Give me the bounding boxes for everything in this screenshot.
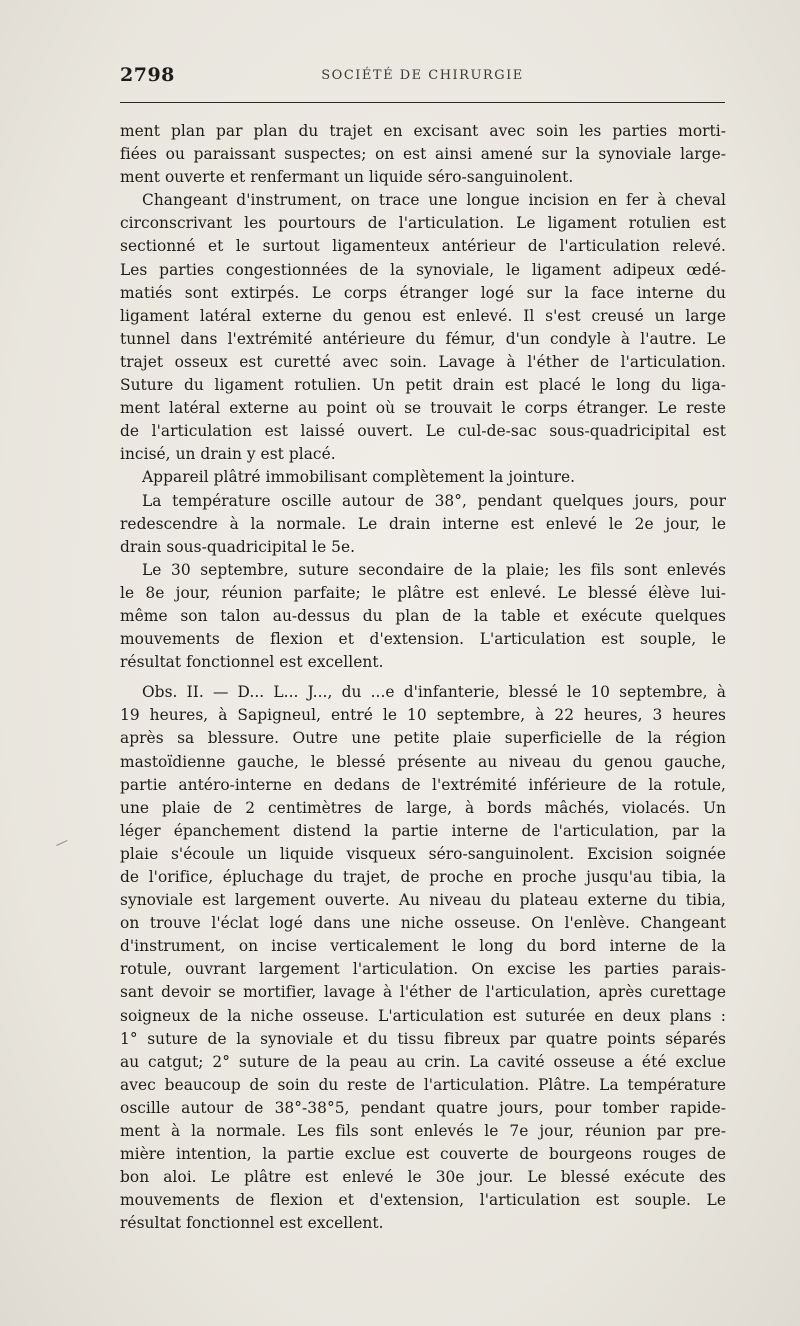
text-line: circonscrivant les pourtours de l'articulation. Le ligament rotulien est xyxy=(120,214,726,233)
page-header xyxy=(120,64,725,92)
text-line: de l'orifice, épluchage du trajet, de proche en proche jusqu'au tibia, la xyxy=(120,868,726,886)
text-line: incisé, un drain y est placé. xyxy=(120,445,336,464)
text-line: synoviale est largement ouverte. Au niveau du plateau externe du tibia, xyxy=(120,891,726,910)
body-text xyxy=(120,120,726,1236)
text-line: Le 30 septembre, suture secondaire de la plaie; les fils sont enlevés xyxy=(142,560,726,579)
text-line: résultat fonctionnel est excellent. xyxy=(120,1214,384,1233)
text-line: même son talon au-dessus du plan de la table et exécute quelques xyxy=(120,606,726,625)
text-line: Appareil plâtré immobilisant complètement la jointure. xyxy=(142,468,576,487)
text-line: 1° suture de la synoviale et du tissu fibreux par quatre points séparés xyxy=(120,1029,726,1048)
text-line: drain sous-quadricipital le 5e. xyxy=(120,537,356,556)
text-line: La température oscille autour de 38°, pendant quelques jours, pour xyxy=(142,491,726,510)
text-line: d'instrument, on incise verticalement le long du bord interne de la xyxy=(120,937,726,956)
text-line: le 8e jour, réunion parfaite; le plâtre est enlevé. Le blessé élève lui- xyxy=(120,583,726,602)
text-line: rotule, ouvrant largement l'articulation. On excise les parties parais- xyxy=(120,960,726,979)
header-rule xyxy=(120,102,725,103)
text-line: ment latéral externe au point où se trouvait le corps étranger. Le reste xyxy=(120,399,726,418)
text-line: redescendre à la normale. Le drain interne est enlevé le 2e jour, le xyxy=(120,514,726,533)
text-line: sectionné et le surtout ligamenteux antérieur de l'articulation relevé. xyxy=(120,237,726,256)
text-line: mouvements de flexion et d'extension, l'articulation est souple. Le xyxy=(120,1191,726,1210)
text-line: plaie s'écoule un liquide visqueux séro-sanguinolent. Excision soignée xyxy=(120,844,726,863)
text-line: mouvements de flexion et d'extension. L'articulation est souple, le xyxy=(120,630,726,649)
text-line: résultat fonctionnel est excellent. xyxy=(120,653,384,672)
paragraph-gap xyxy=(120,674,726,681)
text-line: ment ouverte et renfermant un liquide séro-sanguinolent. xyxy=(120,168,574,187)
text-line: léger épanchement distend la partie interne de l'articulation, par la xyxy=(120,821,726,840)
text-line: 19 heures, à Sapigneul, entré le 10 septembre, à 22 heures, 3 heures xyxy=(120,706,726,725)
margin-pencil-mark xyxy=(56,840,72,855)
text-line: fiées ou paraissant suspectes; on est ainsi amené sur la synoviale large- xyxy=(120,145,726,164)
text-line: matiés sont extirpés. Le corps étranger logé sur la face interne du xyxy=(120,283,726,302)
text-line: au catgut; 2° suture de la peau au crin. La cavité osseuse a été exclue xyxy=(120,1052,726,1071)
text-line: une plaie de 2 centimètres de large, à bords mâchés, violacés. Un xyxy=(120,798,726,817)
text-line: ligament latéral externe du genou est enlevé. Il s'est creusé un large xyxy=(120,306,726,325)
text-line: partie antéro-interne en dedans de l'extrémité inférieure de la rotule, xyxy=(120,775,726,794)
running-title: SOCIÉTÉ DE CHIRURGIE xyxy=(321,68,524,83)
text-line: on trouve l'éclat logé dans une niche osseuse. On l'enlève. Changeant xyxy=(120,914,726,933)
text-line: Les parties congestionnées de la synoviale, le ligament adipeux œdé- xyxy=(120,260,726,279)
text-line: ment à la normale. Les fils sont enlevés le 7e jour, réunion par pre- xyxy=(120,1122,726,1141)
page-number: 2798 xyxy=(120,64,175,86)
text-line: après sa blessure. Outre une petite plaie superficielle de la région xyxy=(120,729,726,748)
text-line: soigneux de la niche osseuse. L'articulation est suturée en deux plans : xyxy=(120,1006,726,1025)
text-line: Obs. II. — D... L... J..., du ...e d'infanterie, blessé le 10 septembre, à xyxy=(142,683,726,702)
text-line: de l'articulation est laissé ouvert. Le cul-de-sac sous-quadricipital est xyxy=(120,422,726,441)
text-line: oscille autour de 38°-38°5, pendant quatre jours, pour tomber rapide- xyxy=(120,1098,726,1117)
text-line: trajet osseux est curetté avec soin. Lavage à l'éther de l'articulation. xyxy=(120,352,726,371)
text-line: sant devoir se mortifier, lavage à l'éther de l'articulation, après curettage xyxy=(120,983,726,1002)
text-line: bon aloi. Le plâtre est enlevé le 30e jour. Le blessé exécute des xyxy=(120,1168,726,1187)
text-line: tunnel dans l'extrémité antérieure du fémur, d'un condyle à l'autre. Le xyxy=(120,329,726,348)
text-line: ment plan par plan du trajet en excisant avec soin les parties morti- xyxy=(120,122,726,140)
text-line: avec beaucoup de soin du reste de l'articulation. Plâtre. La température xyxy=(120,1075,726,1094)
text-line: mastoïdienne gauche, le blessé présente au niveau du genou gauche, xyxy=(120,752,726,771)
text-line: Suture du ligament rotulien. Un petit drain est placé le long du liga- xyxy=(120,376,726,395)
text-line: mière intention, la partie exclue est couverte de bourgeons rouges de xyxy=(120,1145,726,1164)
text-line: Changeant d'instrument, on trace une longue incision en fer à cheval xyxy=(142,191,726,210)
